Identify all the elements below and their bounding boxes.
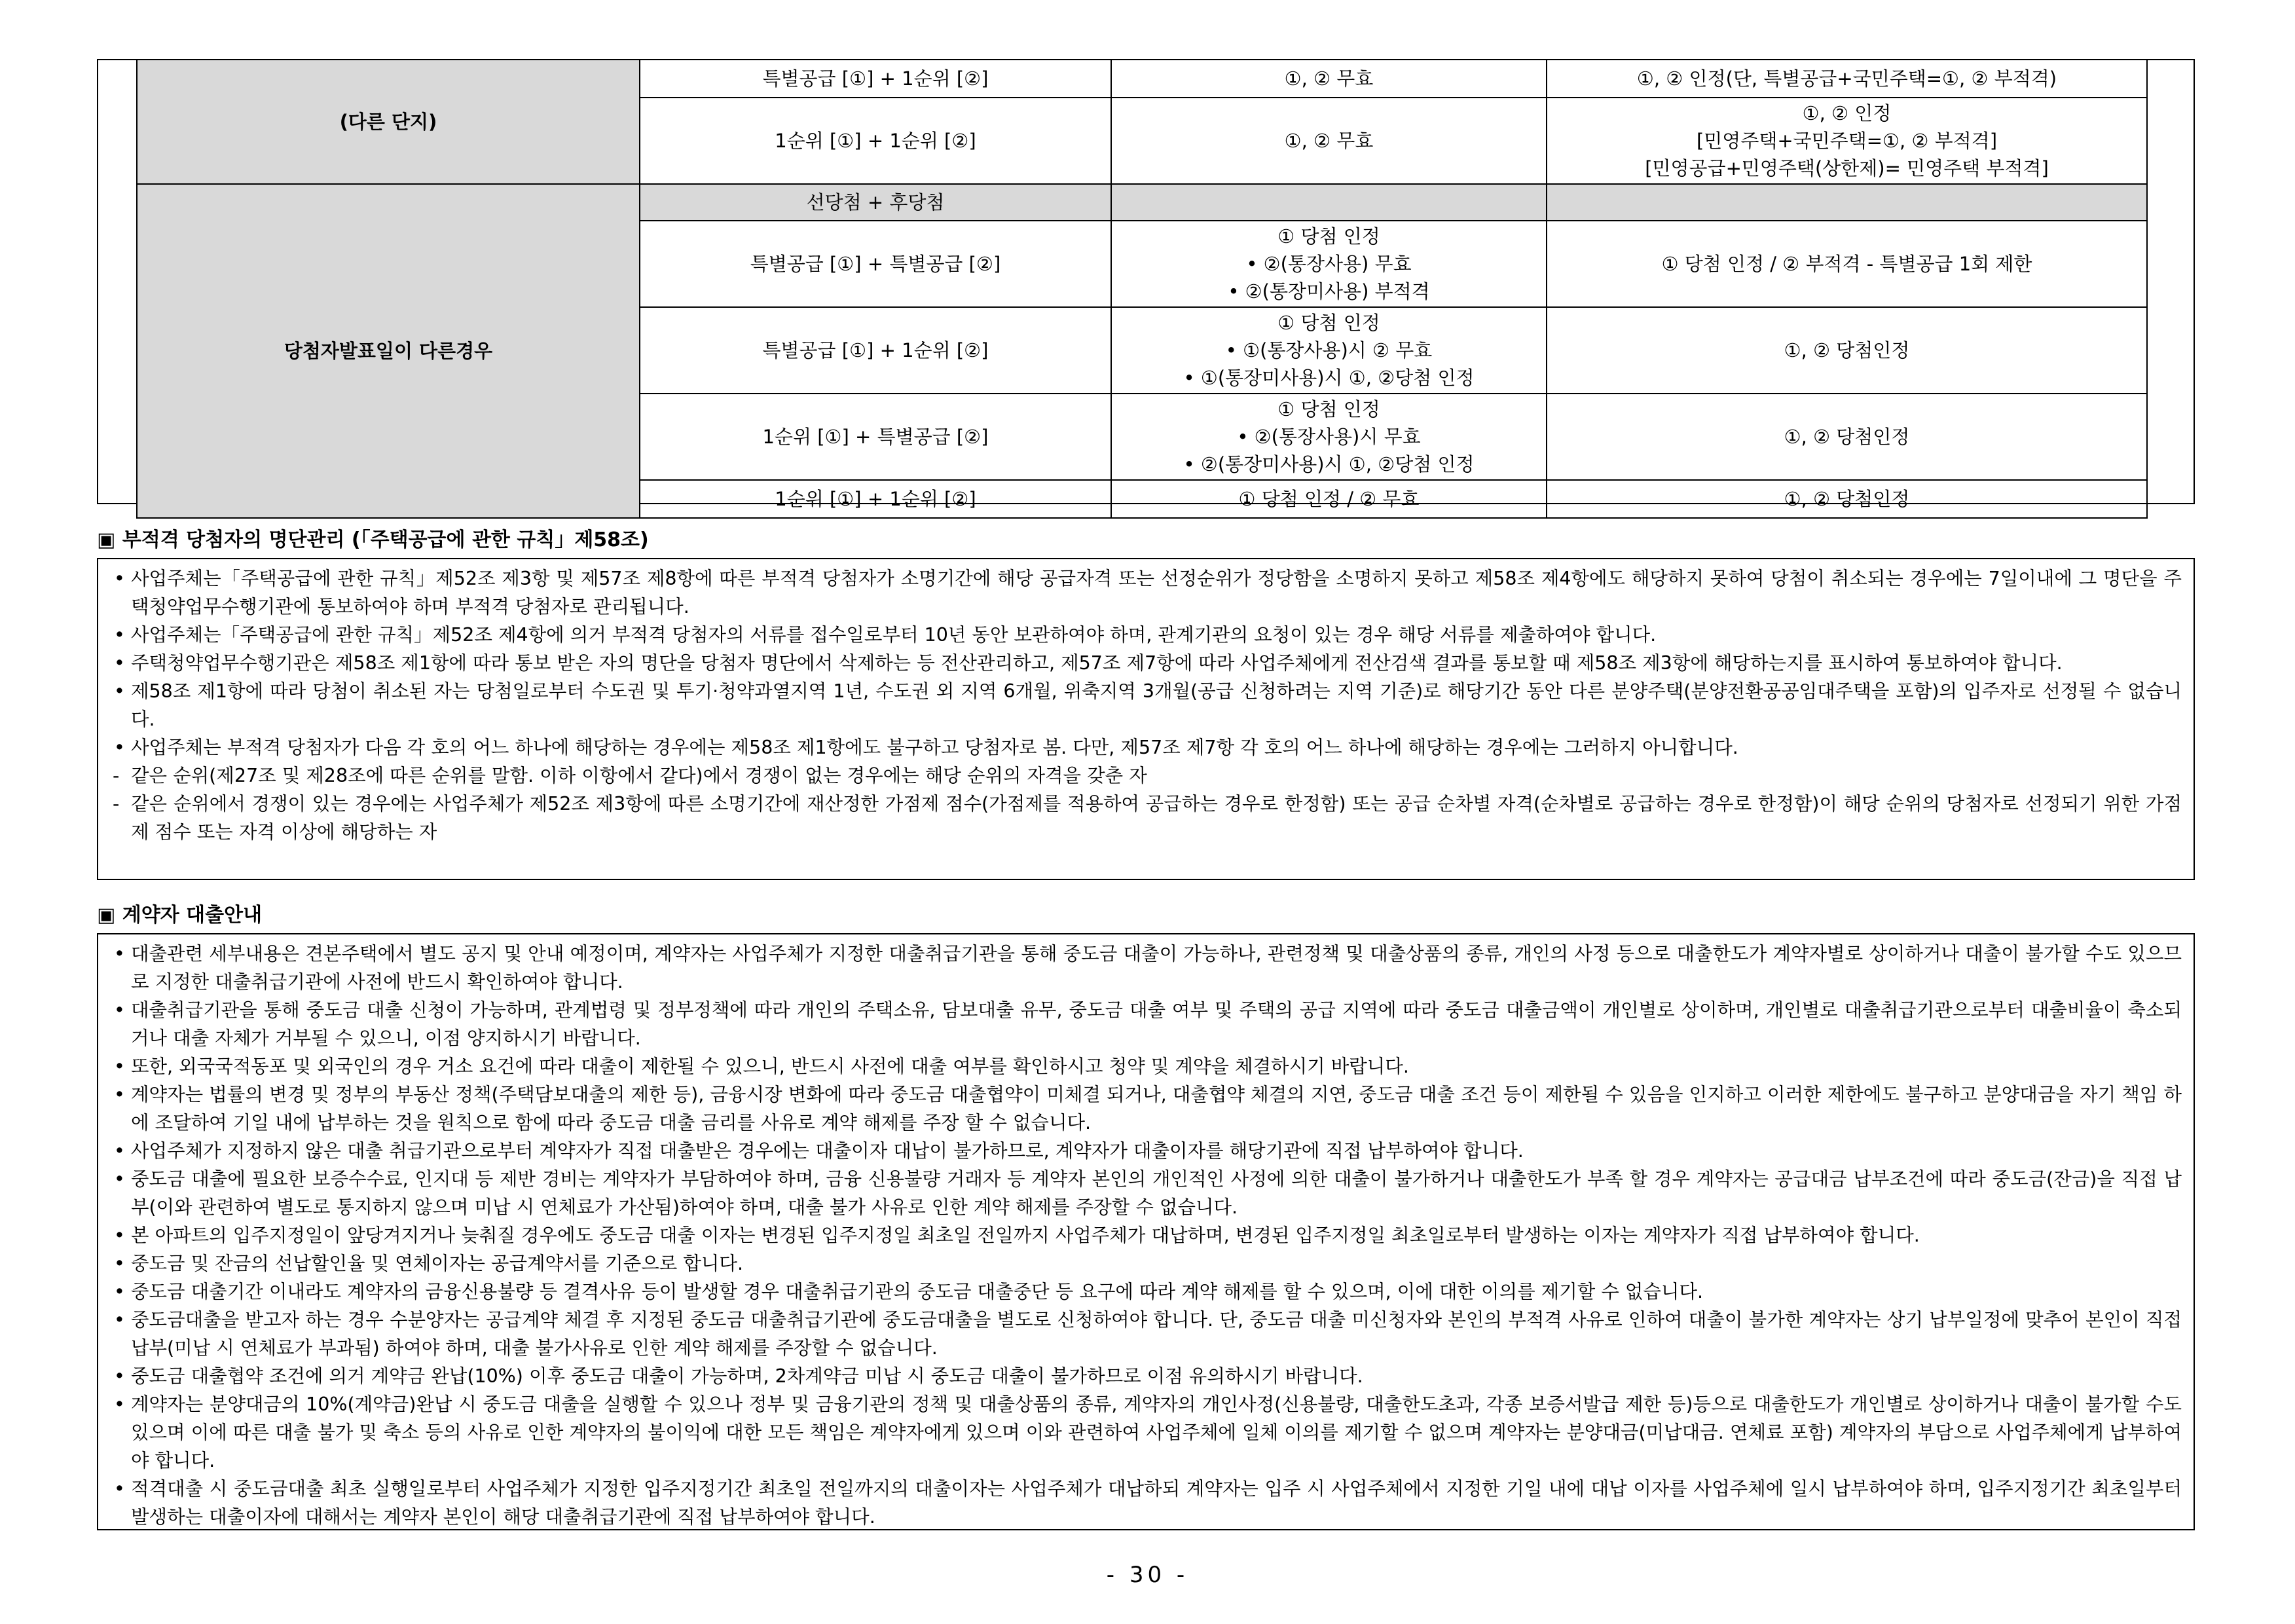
list-item-text: 대출관련 세부내용은 견본주택에서 별도 공지 및 안내 예정이며, 계약자는 사업주체가 지정한 대출취급기관을 통해 중도금 대출이 가능하나, 관련정책 및 대출상품의 종류, 개인의 사정 등으로 대출한도가 계약자별로 상이하거나 대출이 불가할 수도 있으므로 지정한 대출취급기관에 사전에 반드시 확인하여야 합니다. (131, 943, 2182, 993)
result-cell: ①, ② 당첨인정 (1547, 480, 2147, 518)
bullet-marker: • (114, 652, 125, 674)
result-line: [민영공급+민영주택(상한제)= 민영주택 부적격] (1645, 157, 2049, 179)
list-item (110, 1249, 2182, 1278)
result-line: • ②(통장사용)시 무효 (1237, 426, 1421, 448)
bullet-marker: • (114, 1281, 125, 1302)
result-line: • ②(통장미사용)시 ①, ②당첨 인정 (1183, 453, 1475, 475)
list-item (110, 1165, 2182, 1221)
group-label-other-complex: (다른 단지) (137, 60, 640, 184)
list-item-text: 사업주체는「주택공급에 관한 규칙」제52조 제3항 및 제57조 제8항에 따른 부적격 당첨자가 소명기간에 해당 공급자격 또는 선정순위가 정당함을 소명하지 못하고 제58조 제4항에도 해당하지 못하여 당첨이 취소되는 경우에는 7일이내에 그 명단을 주택청약업무수행기관에 통보하여야 하며 부적격 당첨자로 관리됩니다. (131, 568, 2182, 618)
list-item (110, 1390, 2182, 1475)
result-cell: ①, ② 무효 (1111, 60, 1547, 98)
result-line: ① 당첨 인정 (1277, 398, 1380, 420)
list-item-text: 대출취급기관을 통해 중도금 대출 신청이 가능하며, 관계법령 및 정부정책에 따라 개인의 주택소유, 담보대출 유무, 중도금 대출 여부 및 주택의 공급 지역에 따라 중도금 대출금액이 개인별로 상이하며, 개인별로 대출취급기관으로부터 대출비율이 축소되거나 대출 자체가 거부될 수 있으니, 이점 양지하시기 바랍니다. (131, 999, 2182, 1049)
group-label-different-date: 당첨자발표일이 다른경우 (137, 184, 640, 518)
list-item (110, 1052, 2182, 1080)
page-number: - 30 - (1106, 1562, 1189, 1588)
list-item (110, 1306, 2182, 1362)
case-cell: 특별공급 [①] + 1순위 [②] (640, 60, 1111, 98)
notice-list (110, 564, 2182, 846)
bullet-marker: • (114, 1309, 125, 1331)
bullet-marker: • (114, 999, 125, 1021)
result-cell: ① 당첨 인정 / ② 무효 (1111, 480, 1547, 518)
sub-header-cell: 선당첨 + 후당첨 (640, 184, 1111, 221)
list-item (110, 1362, 2182, 1390)
disqualified-notice-box (97, 558, 2195, 880)
result-line: • ①(통장미사용)시 ①, ②당첨 인정 (1183, 367, 1475, 389)
table-row (137, 60, 2147, 98)
list-item (110, 621, 2182, 649)
list-item-text: 주택청약업무수행기관은 제58조 제1항에 따라 통보 받은 자의 명단을 당첨자 명단에서 삭제하는 등 전산관리하고, 제57조 제7항에 따라 사업주체에게 전산검색 결과를 통보할 때 제58조 제3항에 해당하는지를 표시하여 통보하여야 합니다. (131, 652, 2063, 674)
section-title-disqualified: ▣ 부적격 당첨자의 명단관리 (「주택공급에 관한 규칙」제58조) (97, 528, 649, 551)
bullet-marker: • (114, 1056, 125, 1077)
list-item-text: 같은 순위(제27조 및 제28조에 따른 순위를 말함. 이하 이항에서 같다)에서 경쟁이 없는 경우에는 해당 순위의 자격을 갖춘 자 (131, 765, 1147, 786)
result-cell (1111, 221, 1547, 307)
loan-notice-box (97, 933, 2195, 1530)
list-item (110, 733, 2182, 762)
list-item-text: 중도금 대출에 필요한 보증수수료, 인지대 등 제반 경비는 계약자가 부담하여야 하며, 금융 신용불량 거래자 등 계약자 본인의 개인적인 사정에 의한 대출이 불가하거나 대출한도가 부족 할 경우 계약자는 공급대금 납부조건에 따라 중도금(잔금)을 직접 납부(이와 관련하여 별도로 통지하지 않으며 미납 시 연체료가 가산됨)하여야 하며, 대출 불가 사유로 인한 계약 해제를 주장할 수 없습니다. (131, 1168, 2182, 1218)
list-item (110, 762, 2182, 790)
notice-list (110, 940, 2182, 1531)
dash-marker: - (113, 765, 120, 786)
list-item-text: 또한, 외국국적동포 및 외국인의 경우 거소 요건에 따라 대출이 제한될 수 있으니, 반드시 사전에 대출 여부를 확인하시고 청약 및 계약을 체결하시기 바랍니다. (131, 1056, 1409, 1077)
result-line: [민영주택+국민주택=①, ② 부적격] (1696, 130, 1998, 152)
case-cell: 1순위 [①] + 1순위 [②] (640, 98, 1111, 184)
result-line: ①, ② 인정 (1802, 102, 1892, 124)
case-cell: 1순위 [①] + 1순위 [②] (640, 480, 1111, 518)
result-line: • ①(통장사용)시 ② 무효 (1225, 339, 1433, 361)
list-item (110, 677, 2182, 733)
list-item-text: 중도금 대출기간 이내라도 계약자의 금융신용불량 등 결격사유 등이 발생할 경우 대출취급기관의 중도금 대출중단 등 요구에 따라 계약 해제를 할 수 있으며, 이에 대한 이의를 제기할 수 없습니다. (131, 1281, 1704, 1302)
dash-marker: - (113, 793, 120, 815)
case-cell: 특별공급 [①] + 1순위 [②] (640, 307, 1111, 394)
result-cell: ①, ② 당첨인정 (1547, 307, 2147, 394)
list-item (110, 940, 2182, 996)
result-cell: ①, ② 인정(단, 특별공급+국민주택=①, ② 부적격) (1547, 60, 2147, 98)
bullet-marker: • (114, 1253, 125, 1274)
list-item-text: 본 아파트의 입주지정일이 앞당겨지거나 늦춰질 경우에도 중도금 대출 이자는 변경된 입주지정일 최초일 전일까지 사업주체가 대납하며, 변경된 입주지정일 최초일로부터 발생하는 이자는 계약자가 직접 납부하여야 합니다. (131, 1225, 1920, 1246)
list-item (110, 1137, 2182, 1165)
bullet-marker: • (114, 737, 125, 758)
list-item (110, 1080, 2182, 1137)
list-item-text: 중도금 대출협약 조건에 의거 계약금 완납(10%) 이후 중도금 대출이 가능하며, 2차계약금 미납 시 중도금 대출이 불가하므로 이점 유의하시기 바랍니다. (131, 1365, 1363, 1387)
list-item (110, 649, 2182, 677)
result-cell: ①, ② 당첨인정 (1547, 394, 2147, 480)
list-item-text: 사업주체는 부적격 당첨자가 다음 각 호의 어느 하나에 해당하는 경우에는 제58조 제1항에도 불구하고 당첨자로 봄. 다만, 제57조 제7항 각 호의 어느 하나에 해당하는 경우에는 그러하지 아니합니다. (131, 737, 1738, 758)
empty-header-cell (1111, 184, 1547, 221)
list-item-text: 사업주체는「주택공급에 관한 규칙」제52조 제4항에 의거 부적격 당첨자의 서류를 접수일로부터 10년 동안 보관하여야 하며, 관계기관의 요청이 있는 경우 해당 서류를 제출하여야 합니다. (131, 624, 1657, 646)
list-item-text: 계약자는 분양대금의 10%(계약금)완납 시 중도금 대출을 실행할 수 있으나 정부 및 금융기관의 정책 및 대출상품의 종류, 계약자의 개인사정(신용불량, 대출한도초과, 각종 보증서발급 제한 등)등으로 대출한도가 개인별로 상이하거나 대출이 불가할 수도 있으며 이에 따른 대출 불가 및 축소 등의 사유로 인한 계약자의 불이익에 대한 모든 책임은 계약자에게 있으며 이와 관련하여 사업주체에 일체 이의를 제기할 수 없으며 계약자는 분양대금(미납대금. 연체료 포함) 계약자의 부담으로 사업주체에게 납부하여야 합니다. (131, 1393, 2182, 1471)
list-item-text: 중도금 및 잔금의 선납할인율 및 연체이자는 공급계약서를 기준으로 합니다. (131, 1253, 743, 1274)
list-item (110, 1278, 2182, 1306)
table-row (137, 184, 2147, 221)
result-line: • ②(통장사용) 무효 (1246, 253, 1412, 275)
bullet-marker: • (114, 680, 125, 702)
list-item-text: 제58조 제1항에 따라 당첨이 취소된 자는 당첨일로부터 수도권 및 투기·청약과열지역 1년, 수도권 외 지역 6개월, 위축지역 3개월(공급 신청하려는 지역 기준)로 해당기간 동안 다른 분양주택(분양전환공공임대주택을 포함)의 입주자로 선정될 수 없습니다. (131, 680, 2182, 730)
section-title-loan: ▣ 계약자 대출안내 (97, 904, 263, 927)
result-cell (1547, 98, 2147, 184)
result-line: ① 당첨 인정 (1277, 225, 1380, 248)
list-item (110, 790, 2182, 846)
bullet-marker: • (114, 1225, 125, 1246)
bullet-marker: • (114, 1393, 125, 1415)
result-line: • ②(통장미사용) 부적격 (1228, 280, 1430, 303)
bullet-marker: • (114, 568, 125, 589)
result-line: ① 당첨 인정 (1277, 312, 1380, 334)
bullet-marker: • (114, 943, 125, 965)
bullet-marker: • (114, 1140, 125, 1162)
bullet-marker: • (114, 1168, 125, 1190)
list-item (110, 1475, 2182, 1531)
list-item (110, 564, 2182, 621)
list-item (110, 1221, 2182, 1249)
bullet-marker: • (114, 1365, 125, 1387)
case-cell: 1순위 [①] + 특별공급 [②] (640, 394, 1111, 480)
case-cell: 특별공급 [①] + 특별공급 [②] (640, 221, 1111, 307)
list-item-text: 계약자는 법률의 변경 및 정부의 부동산 정책(주택담보대출의 제한 등), 금융시장 변화에 따라 중도금 대출협약이 미체결 되거나, 대출협약 체결의 지연, 중도금 대출 조건 등이 제한될 수 있음을 인지하고 이러한 제한에도 불구하고 분양대금을 자기 책임 하에 조달하여 기일 내에 납부하는 것을 원칙으로 함에 따라 중도금 대출 금리를 사유로 계약 해제를 주장 할 수 없습니다. (131, 1084, 2182, 1134)
result-cell (1111, 307, 1547, 394)
comparison-table (136, 59, 2148, 519)
list-item-text: 사업주체가 지정하지 않은 대출 취급기관으로부터 계약자가 직접 대출받은 경우에는 대출이자 대납이 불가하므로, 계약자가 대출이자를 해당기관에 직접 납부하여야 합니다. (131, 1140, 1524, 1162)
list-item (110, 996, 2182, 1052)
result-cell: ①, ② 무효 (1111, 98, 1547, 184)
empty-header-cell (1547, 184, 2147, 221)
result-cell: ① 당첨 인정 / ② 부적격 - 특별공급 1회 제한 (1547, 221, 2147, 307)
bullet-marker: • (114, 1084, 125, 1105)
list-item-text: 중도금대출을 받고자 하는 경우 수분양자는 공급계약 체결 후 지정된 중도금 대출취급기관에 중도금대출을 별도로 신청하여야 합니다. 단, 중도금 대출 미신청자와 본인의 부적격 사유로 인하여 대출이 불가한 계약자는 상기 납부일정에 맞추어 본인이 직접 납부(미납 시 연체료가 부과됨) 하여야 하며, 대출 불가사유로 인한 계약 해제를 주장할 수 없습니다. (131, 1309, 2182, 1359)
list-item-text: 같은 순위에서 경쟁이 있는 경우에는 사업주체가 제52조 제3항에 따른 소명기간에 재산정한 가점제 점수(가점제를 적용하여 공급하는 경우로 한정함) 또는 공급 순차별 자격(순차별로 공급하는 경우로 한정함)이 해당 순위의 당첨자로 선정되기 위한 가점제 점수 또는 자격 이상에 해당하는 자 (131, 793, 2182, 843)
list-item-text: 적격대출 시 중도금대출 최초 실행일로부터 사업주체가 지정한 입주지정기간 최초일 전일까지의 대출이자는 사업주체가 대납하되 계약자는 입주 시 사업주체에서 지정한 기일 내에 대납 이자를 사업주체에 일시 납부하여야 하며, 입주지정기간 최초일부터 발생하는 대출이자에 대해서는 계약자 본인이 해당 대출취급기관에 직접 납부하여야 합니다. (131, 1478, 2182, 1528)
bullet-marker: • (114, 1478, 125, 1500)
bullet-marker: • (114, 624, 125, 646)
result-cell (1111, 394, 1547, 480)
